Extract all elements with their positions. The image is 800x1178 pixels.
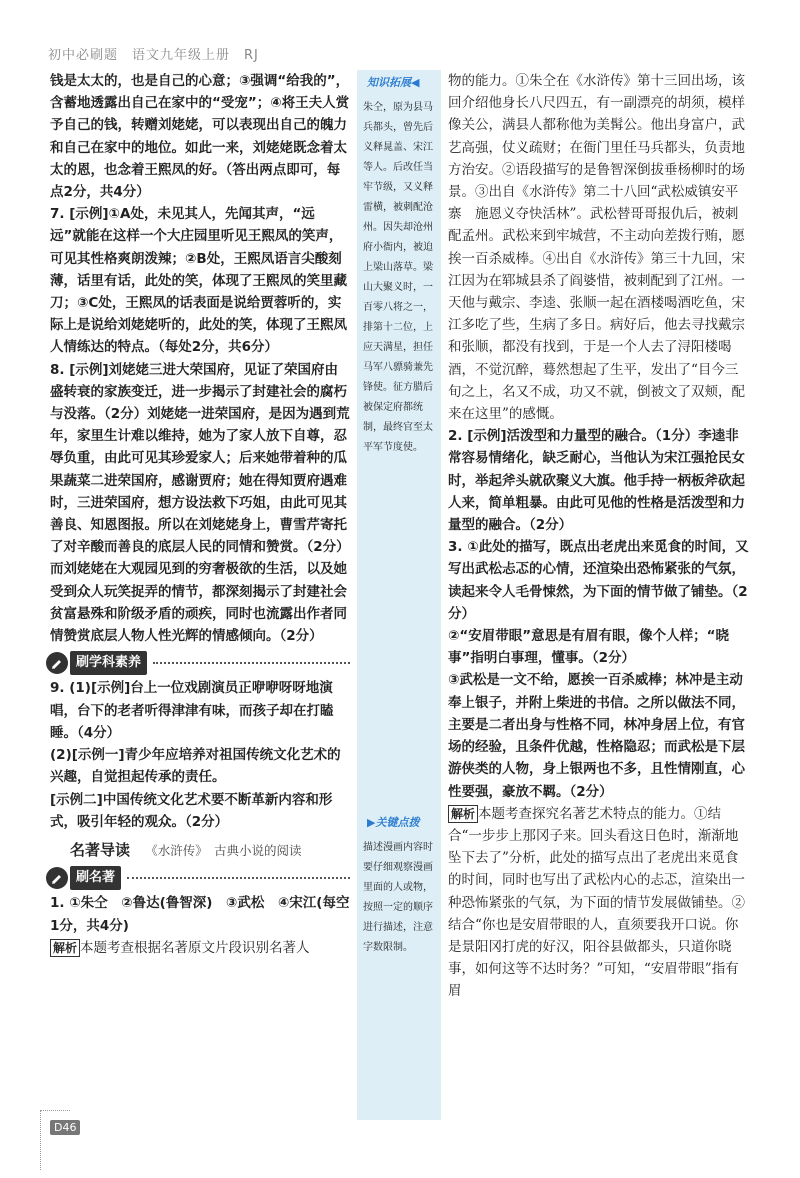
- sidebar-text-knowledge: 朱仝，原为县马兵都头，曾先后义释晁盖、宋江等人。后改任当牢节级，又义释雷横，被刺配沧州。因失却沧州府小衙内，被迫上梁山落草。梁山大聚义时，一百零八将之一，排第十二位，上应天满星，担任马军八骠骑兼先锋使。征方腊后被保定府都统制，最终官至太平军节度使。: [363, 102, 433, 453]
- answer-q3-part2: ②“安眉带眼”意思是有眉有眼，像个人样；“晓事”指明白事理，懂事。（2分）: [448, 628, 730, 667]
- guide-heading: [70, 839, 350, 862]
- left-column: [50, 70, 350, 959]
- divider: [153, 662, 350, 664]
- answer-q3-part1: 3. ①此处的描写，既点出老虎出来觅食的时间，又写出武松忐忑的心情，还渲染出恐怖紧张的气氛，读起来令人毛骨悚然，为下面的情节做了铺垫。（2分）: [448, 539, 749, 622]
- section-banner-label: 刷名著: [70, 866, 121, 890]
- answer-q7: 7. [示例]①A处，未见其人，先闻其声，“远远”就能在这样一个大庄园里听见王熙凤的笑声，可见其性格爽朗泼辣；②B处，王熙凤语言尖酸刻薄，话里有话，此处的笑，体现了王熙凤的笑里藏刀；③C处，王熙凤的话表面是说给贾蓉听的，实际上是说给刘姥姥听的，此处的笑，体现了王熙凤人情练达的特点。（每处2分，共6分）: [50, 206, 347, 356]
- answer-q3-part3: ③武松是一文不给，愿挨一百杀威棒；林冲是主动奉上银子，并附上柴进的书信。之所以做法不同，主要是二者出身与性格不同，林冲身居上位，有官场的经验，且条件优越，性格隐忍；而武松是下层游侠类的人物，身上银两也不多，且性情刚直，心性要强，豪放不羁。（2分）: [448, 672, 745, 800]
- pen-icon: [46, 867, 68, 889]
- answer-q2: 2. [示例]活泼型和力量型的融合。（1分）李逵非常容易情绪化，缺乏耐心，当他认为宋江强抢民女时，举起斧头就砍聚义大旗。他手持一柄板斧砍起人来，简单粗暴。由此可见他的性格是活泼型和力量型的融合。（2分）: [448, 428, 745, 534]
- analysis-label: 解析: [448, 805, 478, 823]
- corner-mark: [40, 1110, 70, 1111]
- pen-icon: [46, 652, 68, 674]
- sidebar-title-text: 知识拓展: [367, 76, 411, 89]
- sidebar-title-knowledge: [367, 74, 419, 90]
- right-column: [448, 70, 750, 1003]
- analysis-text: 本题考查根据名著原文片段识别名著人: [80, 939, 310, 956]
- answer-paragraph: 钱是太太的，也是自己的心意；③强调“给我的”，含蓄地透露出自己在家中的“受宠”；④将王夫人赏予自己的钱，转赠刘姥姥，可以表现出自己的魄力和自己在家中的地位。如此一来，刘姥姥既念着太太的恩，也念着王熙凤的好。（答出两点即可，每点2分，共4分）: [50, 73, 350, 201]
- analysis-label: 解析: [50, 939, 80, 957]
- page-number: D46: [50, 1120, 80, 1135]
- divider: [127, 877, 350, 879]
- analysis-q3: [448, 803, 750, 1003]
- sidebar-title-keypoint: [367, 814, 419, 830]
- answer-q1: 1. ①朱仝 ②鲁达(鲁智深) ③武松 ④宋江(每空1分，共4分): [50, 895, 350, 934]
- analysis-q1: [50, 937, 350, 959]
- section-banner-subject: [46, 651, 350, 675]
- analysis-continued: 物的能力。①朱仝在《水浒传》第十三回出场，该回介绍他身长八尺四五，有一副漂亮的胡须，模样像关公，满县人都称他为美髯公。他出身富户，武艺高强，仗义疏财；在衙门里任马兵都头，负责地方治安。②语段描写的是鲁智深倒拔垂杨柳时的场景。③出自《水浒传》第二十八回“武松威镇安平寨 施恩义夺快活林”。武松替哥哥报仇后，被刺配孟州。武松来到牢城营，不主动向差拨行贿，愿挨一百杀威棒。④出自《水浒传》第三十九回，宋江因为在郓城县杀了阎婆惜，被刺配到了江州。一天他与戴宗、李逵、张顺一起在酒楼喝酒吃鱼，宋江多吃了些，生病了多日。病好后，他去寻找戴宗和张顺，都没有找到，于是一个人去了浔阳楼喝酒，不觉沉醉，蓦然想起了生平，发出了“目今三旬之上，名又不成，功又不就，倒被文了双颊，配来在这里”的感慨。: [448, 73, 745, 423]
- analysis-text: 本题考查探究名著艺术特点的能力。①结合“一步步上那冈子来。回头看这日色时，渐渐地坠下去了”分析，此处的描写点出了老虎出来觅食的时间，同时也写出了武松内心的忐忑，渲染出一种恐怖紧张的气氛，为下面的情节发展做铺垫。②结合“你也是安眉带眼的人，直须要我开口说。你是景阳冈打虎的好汉，阳谷县做都头，只道你晓事，如何这等不达时务？”可知，“安眉带眼”指有眉: [448, 805, 745, 1000]
- arrow-icon: ▶: [367, 816, 376, 829]
- sidebar: [357, 70, 441, 1120]
- guide-title: 名著导读: [70, 840, 131, 859]
- arrow-icon: ◀: [411, 76, 420, 89]
- sidebar-text-keypoint: 描述漫画内容时要仔细观察漫画里面的人或物，按照一定的顺序进行描述，注意字数限制。: [363, 842, 433, 953]
- page-header: 初中必刷题 语文九年级上册 RJ: [48, 48, 259, 63]
- answer-q9-part1: 9. (1)[示例]台上一位戏剧演员正咿咿呀呀地演唱，台下的老者听得津津有味，而孩子却在打瞌睡。（4分）: [50, 680, 334, 741]
- sidebar-title-text: 关键点拨: [375, 816, 420, 829]
- section-banner-label: 刷学科素养: [70, 651, 147, 675]
- corner-mark: [40, 1110, 41, 1170]
- section-banner-classics: [46, 866, 350, 890]
- answer-q9-part3: [示例二]中国传统文化艺术要不断革新内容和形式，吸引年轻的观众。（2分）: [50, 791, 333, 830]
- answer-q9-part2: (2)[示例一]青少年应培养对祖国传统文化艺术的兴趣，自觉担起传承的责任。: [50, 747, 341, 786]
- guide-subtitle: 《水浒传》 古典小说的阅读: [145, 842, 302, 858]
- answer-q8: 8. [示例]刘姥姥三进大荣国府，见证了荣国府由盛转衰的家族变迁，进一步揭示了封建社会的腐朽与没落。（2分）刘姥姥一进荣国府，是因为遇到荒年，家里生计难以维持，她为了家人放下自尊，忍辱负重，由此可见其珍爱家人；后来她带着种的瓜果蔬菜二进荣国府，感谢贾府；她在得知贾府遇难时，三进荣国府，想方设法救下巧姐，由此可见其善良、知恩图报。所以在刘姥姥身上，曹雪芹寄托了对辛酸而善良的底层人民的同情和赞赏。（2分）而刘姥姥在大观园见到的穷奢极欲的生活，以及她受到众人玩笑捉弄的情节，都深刻揭示了封建社会贫富悬殊和阶级矛盾的顽疾，同时也流露出作者同情赞赏底层人物人性光辉的情感倾向。（2分）: [50, 361, 350, 645]
